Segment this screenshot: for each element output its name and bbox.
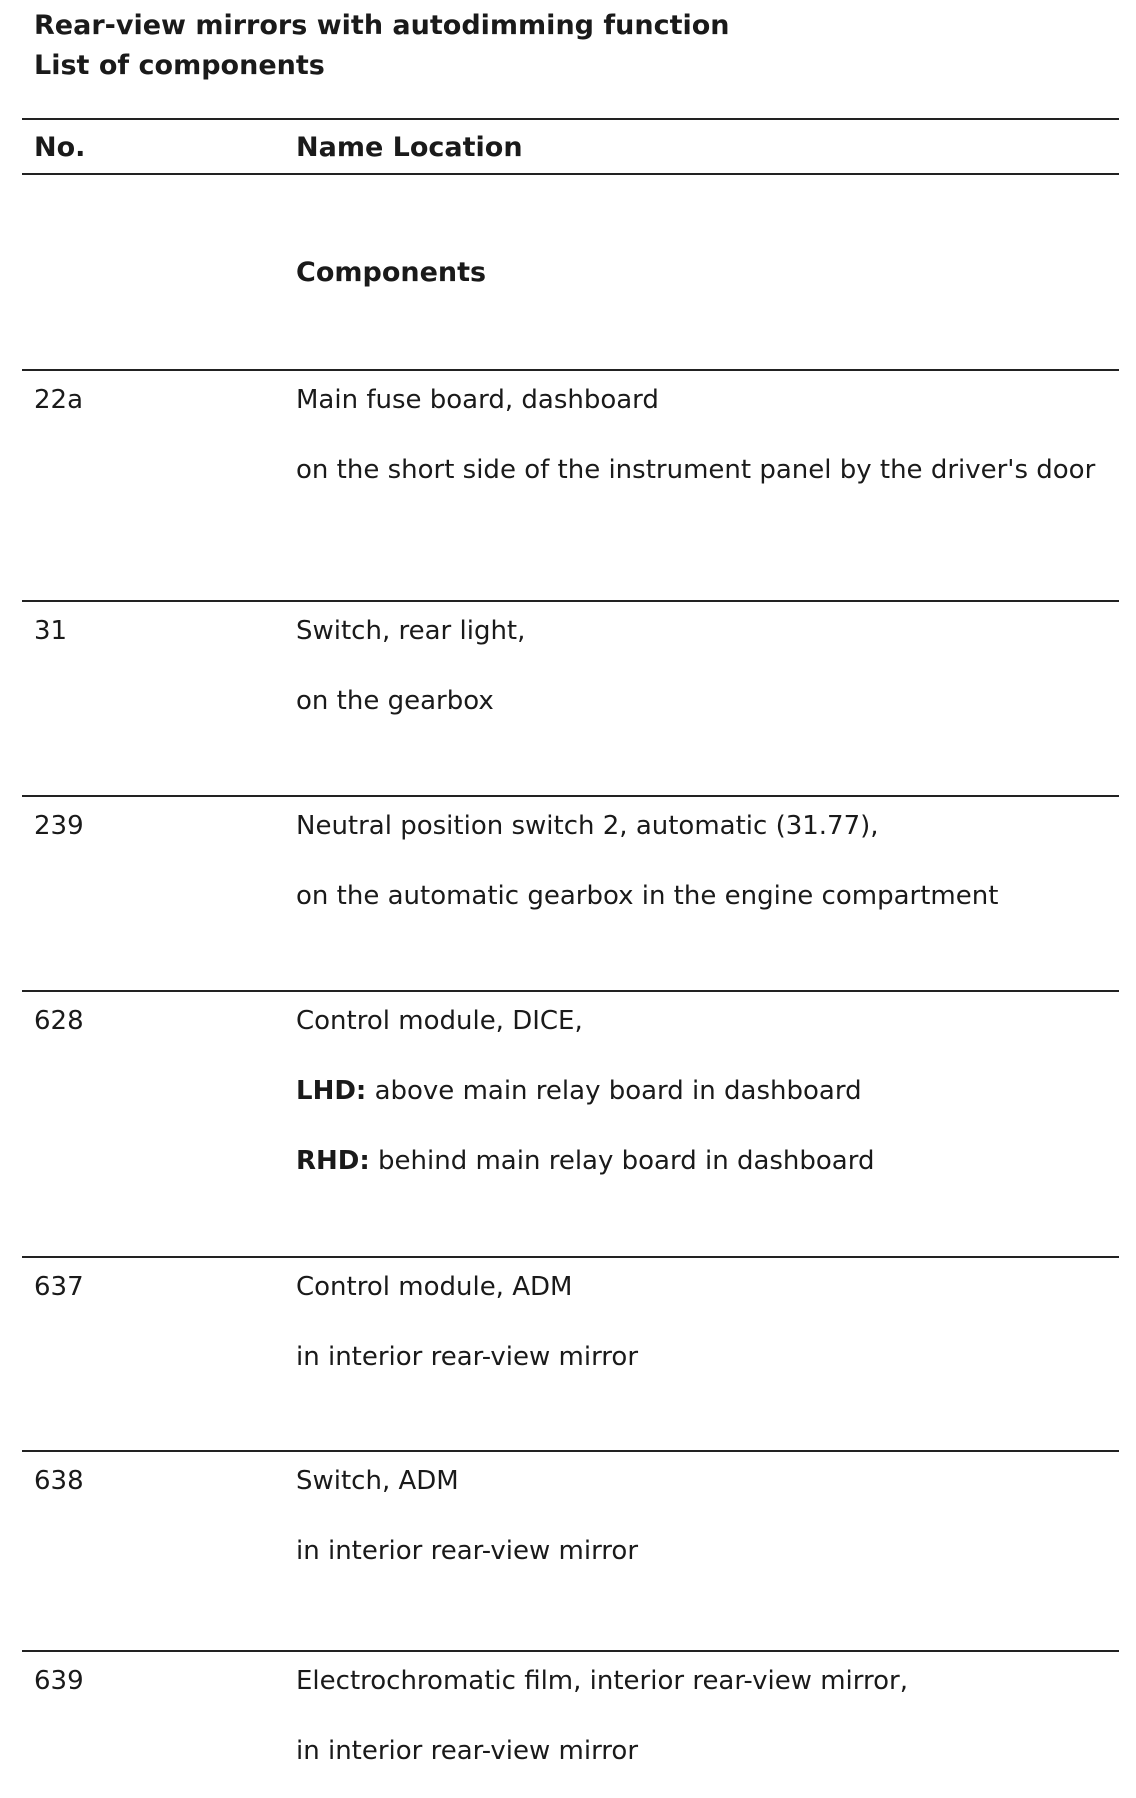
component-location xyxy=(296,879,1096,913)
column-header-no: No. xyxy=(34,132,86,163)
row-divider xyxy=(22,1650,1119,1652)
line-text: on the gearbox xyxy=(296,686,494,716)
component-location xyxy=(296,684,1096,718)
line-text: in interior rear-view mirror xyxy=(296,1736,639,1766)
row-number: 638 xyxy=(34,1466,84,1496)
row-description xyxy=(296,1664,1096,1768)
line-text: in interior rear-view mirror xyxy=(296,1342,639,1372)
row-divider xyxy=(22,1256,1119,1258)
component-name xyxy=(296,614,1096,648)
line-text: Switch, ADM xyxy=(296,1466,459,1496)
drive-side-label: RHD: xyxy=(296,1146,370,1176)
component-location xyxy=(296,1144,1096,1178)
component-name xyxy=(296,1664,1096,1698)
row-number: 31 xyxy=(34,616,68,646)
line-text: Main fuse board, dashboard xyxy=(296,385,659,415)
line-text: Switch, rear light, xyxy=(296,616,526,646)
line-text: above main relay board in dashboard xyxy=(366,1076,862,1106)
row-divider xyxy=(22,795,1119,797)
header-top-rule xyxy=(22,118,1119,120)
component-name xyxy=(296,1004,1096,1038)
row-number: 22a xyxy=(34,385,84,415)
component-location xyxy=(296,1340,1096,1374)
component-name xyxy=(296,383,1096,417)
header-bottom-rule xyxy=(22,173,1119,175)
row-divider xyxy=(22,990,1119,992)
row-description xyxy=(296,614,1096,718)
row-divider xyxy=(22,600,1119,602)
component-location xyxy=(296,453,1096,487)
row-description xyxy=(296,809,1096,913)
row-number: 628 xyxy=(34,1006,84,1036)
row-description xyxy=(296,1004,1096,1178)
line-text: on the short side of the instrument panel by the driver's door xyxy=(296,455,1096,485)
row-number: 639 xyxy=(34,1666,84,1696)
line-text: in interior rear-view mirror xyxy=(296,1536,639,1566)
component-location xyxy=(296,1734,1096,1768)
line-text: Electrochromatic film, interior rear-view mirror, xyxy=(296,1666,908,1696)
row-divider xyxy=(22,1450,1119,1452)
line-text: Neutral position switch 2, automatic (31.77), xyxy=(296,811,879,841)
row-number: 637 xyxy=(34,1272,84,1302)
title-line-1: Rear-view mirrors with autodimming function xyxy=(34,10,730,41)
section-title-components: Components xyxy=(296,257,487,288)
line-text: behind main relay board in dashboard xyxy=(369,1146,875,1176)
row-number: 239 xyxy=(34,811,84,841)
document-title xyxy=(34,6,730,86)
column-header-name-location: Name Location xyxy=(296,132,523,163)
line-text: on the automatic gearbox in the engine compartment xyxy=(296,881,999,911)
component-name xyxy=(296,1270,1096,1304)
row-divider xyxy=(22,369,1119,371)
line-text: Control module, DICE, xyxy=(296,1006,583,1036)
title-line-2: List of components xyxy=(34,50,325,81)
row-description xyxy=(296,1270,1096,1374)
component-name xyxy=(296,809,1096,843)
component-location xyxy=(296,1534,1096,1568)
component-name xyxy=(296,1464,1096,1498)
component-location xyxy=(296,1074,1096,1108)
drive-side-label: LHD: xyxy=(296,1076,367,1106)
line-text: Control module, ADM xyxy=(296,1272,573,1302)
row-description xyxy=(296,383,1096,487)
row-description xyxy=(296,1464,1096,1568)
